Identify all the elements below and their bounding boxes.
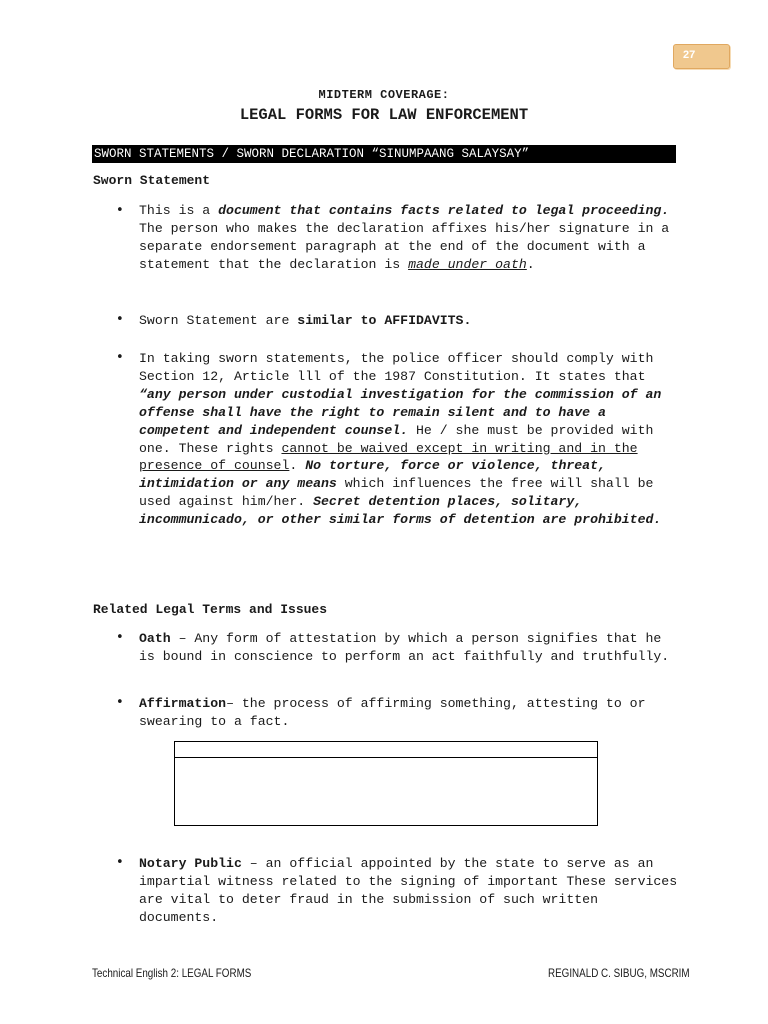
empty-table-box xyxy=(174,741,598,826)
term-label: Notary Public xyxy=(139,856,242,871)
bullet-icon: • xyxy=(116,695,124,710)
text-run: He / she must be provided with one. These rights xyxy=(139,422,654,456)
section-heading-sworn-statement: Sworn Statement xyxy=(93,173,211,188)
list-item-constitution xyxy=(139,350,679,529)
page-title: LEGAL FORMS FOR LAW ENFORCEMENT xyxy=(239,106,529,124)
footer-course-title: Technical English 2: LEGAL FORMS xyxy=(92,966,252,980)
text-run: . xyxy=(526,256,535,272)
list-item-oath xyxy=(139,630,679,666)
list-item-affidavit xyxy=(139,312,679,330)
term-definition: – Any form of attestation by which a person signifies that he is bound in conscience to perform an act faithfully and truthfully. xyxy=(139,631,670,664)
bullet-icon: • xyxy=(116,350,124,365)
list-item-affirmation xyxy=(139,695,679,731)
bullet-icon: • xyxy=(116,312,124,327)
text-run: . xyxy=(289,458,306,474)
list-item-notary-public xyxy=(139,855,679,927)
bullet-icon: • xyxy=(116,203,124,218)
underlined-text: cannot be waived except in writing and in the presence of counsel xyxy=(139,440,638,474)
footer-author: REGINALD C. SIBUG, MSCRIM xyxy=(548,966,690,980)
text-run: This is a xyxy=(139,203,219,218)
term-definition: – an official appointed by the state to serve as an impartial witness related to the signing of important These services are vital to deter fraud in the submission of such written documents. xyxy=(139,856,678,925)
text-run: which influences the free will shall be used against him/her. xyxy=(139,476,654,510)
bullet-icon: • xyxy=(116,855,124,870)
bold-text: similar to AFFIDAVITS. xyxy=(297,313,472,328)
list-item-definition xyxy=(139,202,679,274)
emphasis-text: Secret detention places, solitary, incommunicado, or other similar forms of detention are prohibited. xyxy=(139,494,662,528)
text-run: In taking sworn statements, the police officer should comply with Section 12, Article lll of the 1987 Constitution. It states that xyxy=(139,351,654,384)
page-number: 27 xyxy=(683,49,696,61)
term-definition: – the process of affirming something, attesting to or swearing to a fact. xyxy=(139,696,646,729)
page-number-badge xyxy=(673,44,730,69)
text-run: The person who makes the declaration affixes his/her signature in a separate endorsement paragraph at the end of the document with a statement that the declaration is xyxy=(139,220,670,272)
section-banner: SWORN STATEMENTS / SWORN DECLARATION “SINUMPAANG SALAYSAY” xyxy=(92,145,676,163)
bullet-icon: • xyxy=(116,630,124,645)
term-label: Oath xyxy=(139,631,171,646)
box-divider xyxy=(175,757,597,758)
section-heading-related-terms: Related Legal Terms and Issues xyxy=(93,602,328,617)
term-label: Affirmation xyxy=(139,696,227,711)
emphasis-text: “any person under custodial investigation for the commission of an offense shall have the right to remain silent and to have a competent and independent counsel. xyxy=(139,386,662,438)
underlined-emphasis: made under oath xyxy=(408,256,527,272)
emphasis-text: document that contains facts related to legal proceeding. xyxy=(218,203,670,218)
emphasis-text: No torture, force or violence, threat, intimidation or any means xyxy=(139,458,606,492)
coverage-label: MIDTERM COVERAGE: xyxy=(318,88,450,102)
text-run: Sworn Statement are xyxy=(139,313,298,328)
